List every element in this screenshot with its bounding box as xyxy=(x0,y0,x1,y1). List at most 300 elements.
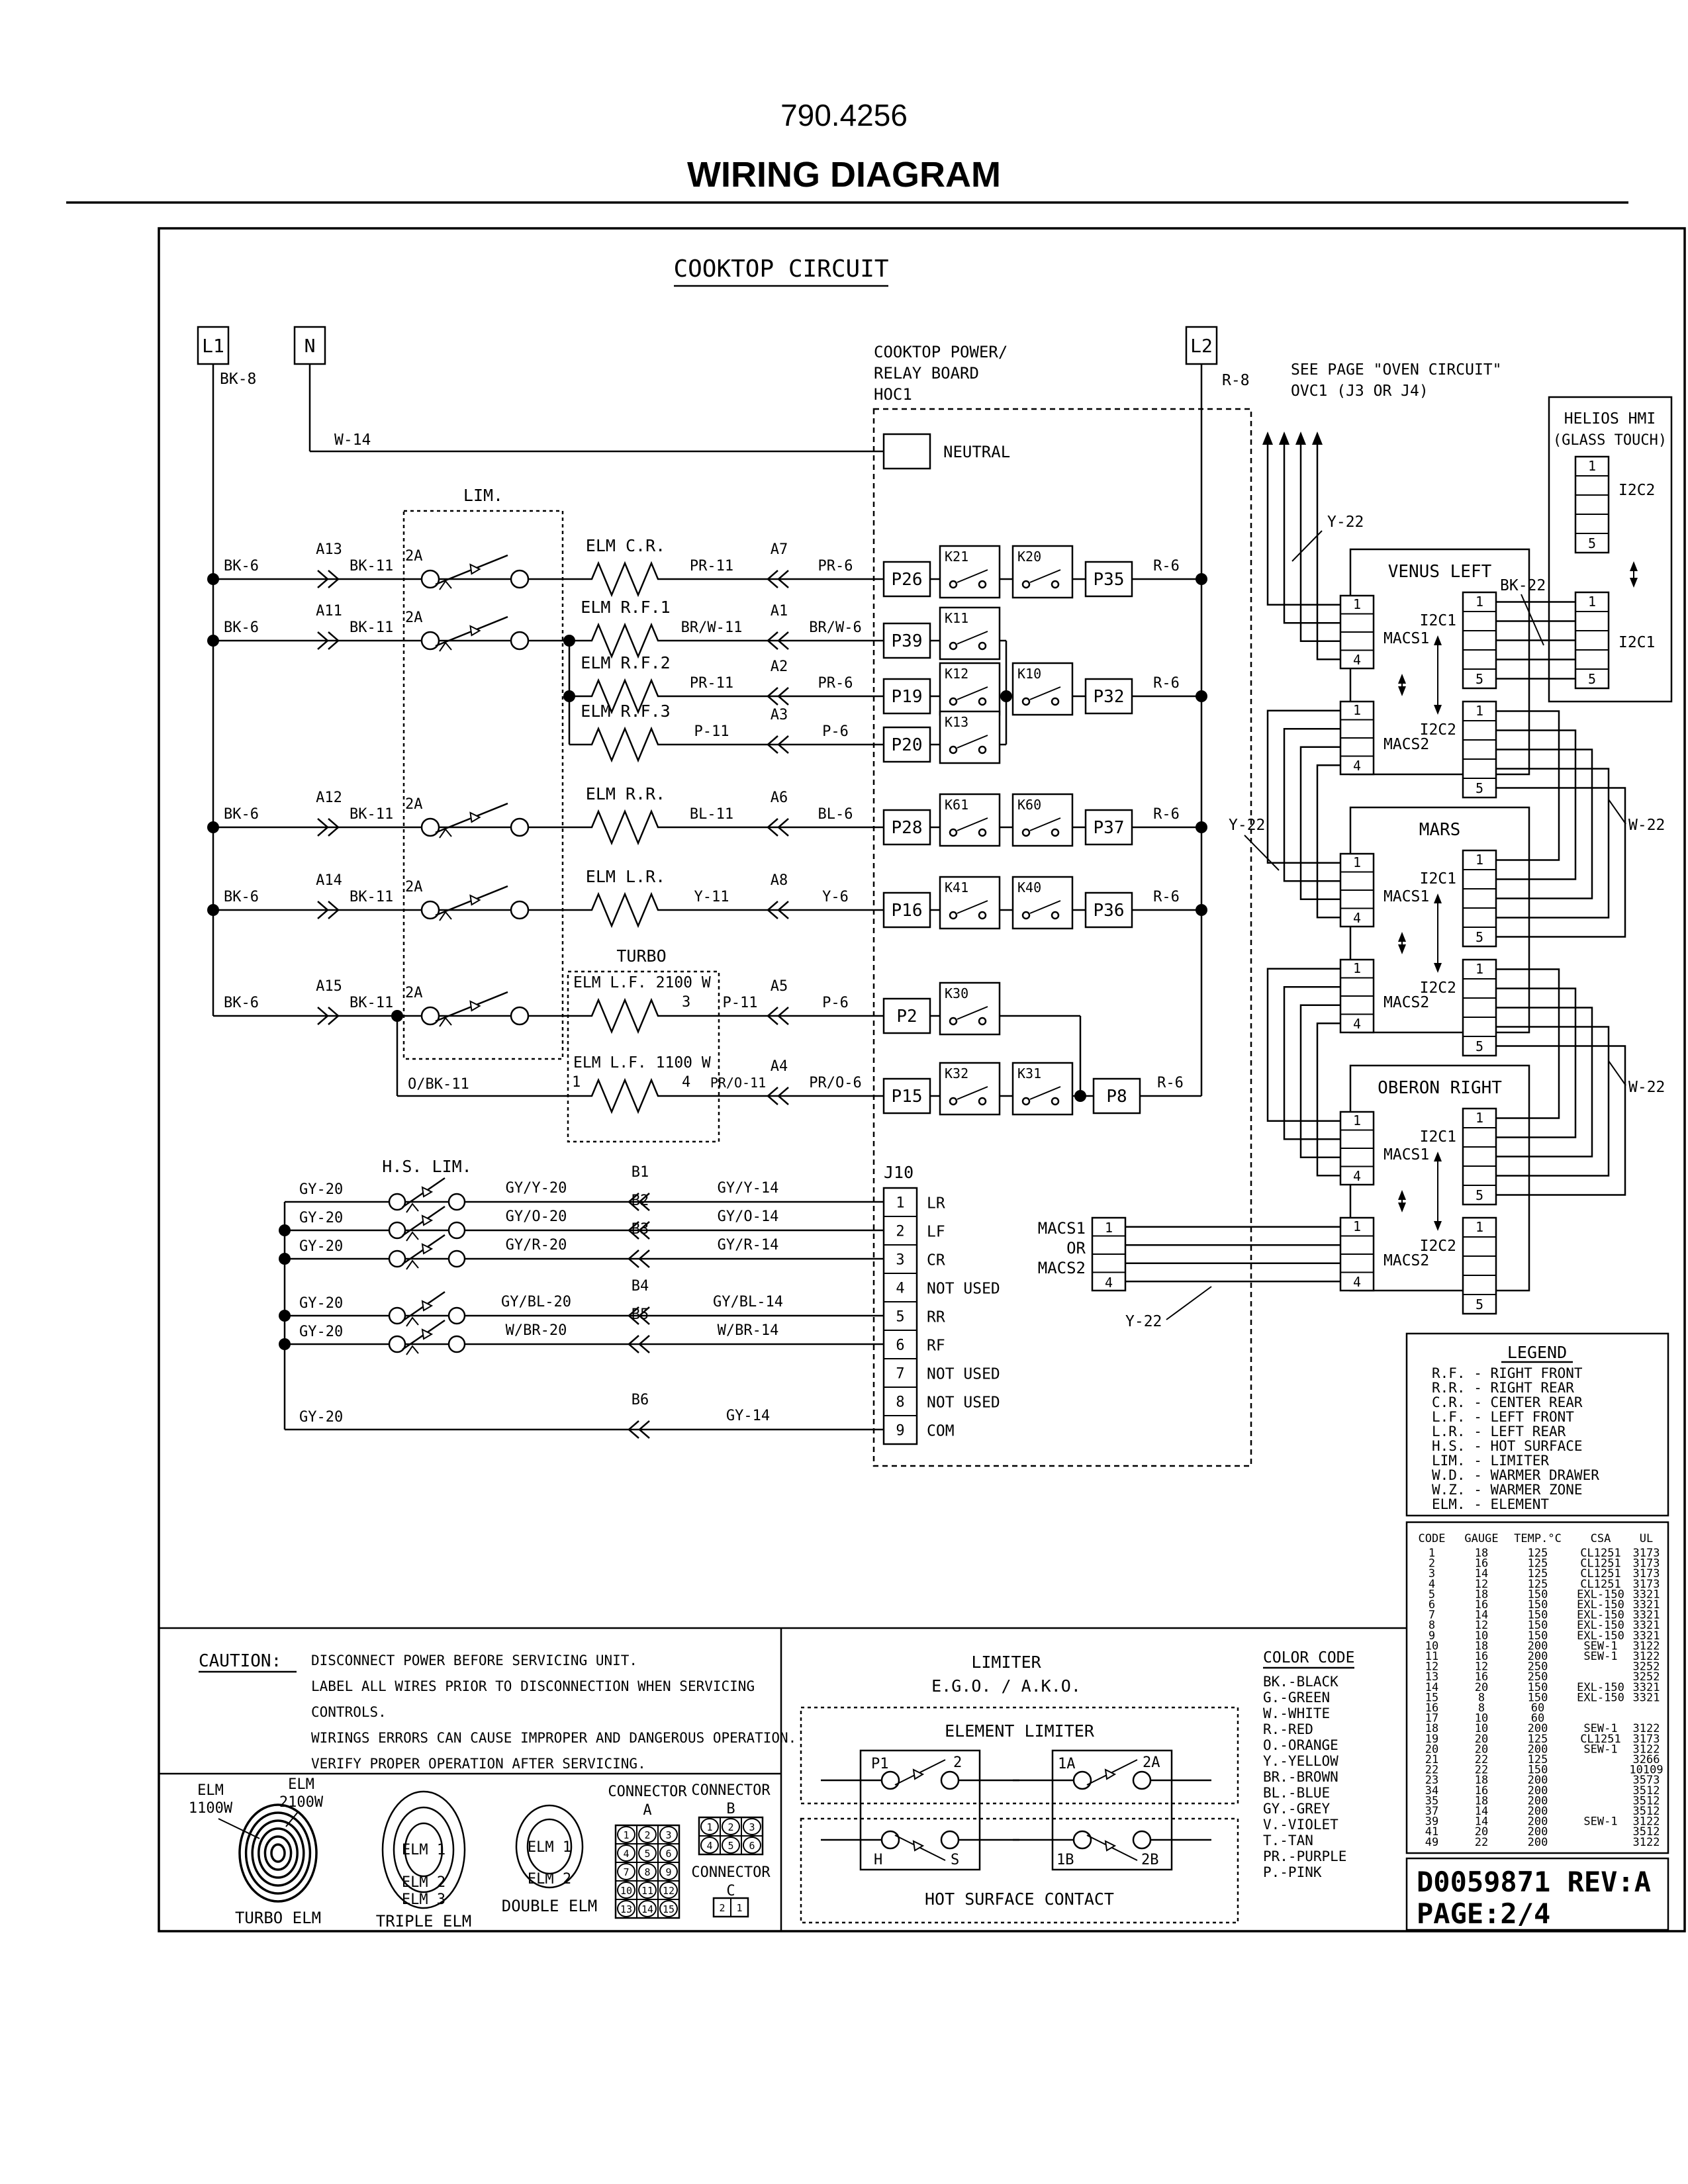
lbl-board_labels-pin5: 5 xyxy=(1475,671,1484,687)
lbl-j10_pins-2-fn: CR xyxy=(927,1251,945,1269)
lbl-wire_table-rows-24-0: 35 xyxy=(1425,1794,1439,1808)
lbl-wire_table-rows-12-2: 250 xyxy=(1527,1670,1548,1684)
lbl-board_labels-pin5: 5 xyxy=(1475,1187,1484,1203)
lbl-wire_table-rows-3-2: 125 xyxy=(1527,1577,1548,1591)
lbl-color_code-entries-7: BL.-BLUE xyxy=(1263,1785,1331,1801)
lbl-element_rows-1-end: BR/W-6 xyxy=(809,619,862,636)
lbl-elements_gallery-conn_a-pins-11: 12 xyxy=(662,1885,675,1897)
helios-i2c1-label: I2C1 xyxy=(1618,634,1656,651)
neutral-label: NEUTRAL xyxy=(943,443,1011,461)
lbl-hs_rows-2-mid: GY/R-20 xyxy=(505,1237,567,1253)
lbl-j10_pins-0-fn: LR xyxy=(927,1195,945,1212)
sw2-br: 2B xyxy=(1141,1852,1159,1868)
lbl-wire_table-rows-5-1: 16 xyxy=(1474,1598,1489,1612)
lbl-hs_rows-0-mid: GY/Y-20 xyxy=(505,1180,567,1197)
lbl-element_rows-4-out: R-6 xyxy=(1153,806,1180,823)
lbl-wire_table-rows-20-0: 21 xyxy=(1425,1753,1439,1766)
lbl-board_labels-pin1: 1 xyxy=(1352,1218,1362,1234)
lbl-board_labels-pin1: 1 xyxy=(1587,594,1597,610)
hot-surface-contact-label: HOT SURFACE CONTACT xyxy=(925,1889,1114,1909)
lbl-wire_table-rows-12-1: 16 xyxy=(1474,1670,1489,1684)
lbl-legend-entries-6: LIM. - LIMITER xyxy=(1432,1453,1550,1469)
lbl-wire_table-rows-15-1: 8 xyxy=(1477,1702,1485,1715)
lbl-elements_gallery-conn_a-pins-2: 3 xyxy=(665,1829,672,1841)
lbl-wire_table-rows-19-2: 200 xyxy=(1527,1743,1548,1756)
lbl-wire_table-rows-28-0: 49 xyxy=(1425,1835,1439,1849)
lbl-wire_table-rows-6-4: 3321 xyxy=(1632,1608,1660,1622)
lbl-j10_pins-1-fn: LF xyxy=(927,1223,945,1241)
lbl-color_code-entries-0: BK.-BLACK xyxy=(1263,1674,1338,1690)
lbl-wire_table-rows-15-2: 60 xyxy=(1530,1702,1545,1715)
lbl-j10_pins-6-n: 7 xyxy=(896,1365,905,1383)
caution-line-4: WIRINGS ERRORS CAN CAUSE IMPROPER AND DANGEROUS OPERATION. xyxy=(311,1730,797,1746)
sw2-tl: 1A xyxy=(1058,1756,1076,1772)
lbl-wire_table-rows-14-4: 3321 xyxy=(1632,1691,1660,1705)
lbl-wire_table-rows-17-1: 10 xyxy=(1474,1722,1489,1736)
color-code-title: COLOR CODE xyxy=(1263,1649,1355,1666)
lbl-hs_rows-2-pin: B3 xyxy=(631,1221,649,1238)
lbl-element_rows-0-pin: A7 xyxy=(770,541,788,558)
lbl-element_rows-6-elm: ELM L.F. 2100 W xyxy=(573,974,711,991)
lbl-element_rows-2-pin: A2 xyxy=(770,659,788,675)
wire-bk8: BK-8 xyxy=(220,371,257,388)
lbl-elements_gallery-conn_a-pins-3: 4 xyxy=(623,1848,630,1860)
triple-ring-1: ELM 1 xyxy=(401,1842,446,1858)
board-mars-title: MARS xyxy=(1419,820,1461,840)
lbl-element_rows-7-pin: A4 xyxy=(770,1058,788,1075)
lbl-legend-entries-1: R.R. - RIGHT REAR xyxy=(1432,1380,1574,1396)
double-ring-2: ELM 2 xyxy=(527,1871,572,1888)
caution-line-1: DISCONNECT POWER BEFORE SERVICING UNIT. xyxy=(311,1653,638,1668)
lbl-element_rows-7-elm: ELM L.F. 1100 W xyxy=(573,1054,711,1071)
lbl-element_rows-3-elm: ELM R.F.3 xyxy=(581,702,671,721)
lbl-color_code-entries-5: Y.-YELLOW xyxy=(1263,1753,1338,1769)
lbl-wire_table-headers-1: GAUGE xyxy=(1464,1532,1499,1545)
lbl-wire_table-rows-6-3: EXL-150 xyxy=(1577,1608,1624,1622)
lbl-legend-entries-4: L.R. - LEFT REAR xyxy=(1432,1424,1566,1439)
lbl-elements_gallery-conn_a-pins-5: 6 xyxy=(665,1848,672,1860)
lbl-wire_table-rows-22-1: 18 xyxy=(1474,1774,1489,1788)
lbl-wire_table-rows-2-1: 14 xyxy=(1474,1567,1489,1581)
lbl-wire_table-rows-4-1: 18 xyxy=(1474,1588,1489,1602)
lbl-wire_table-rows-14-2: 150 xyxy=(1527,1691,1548,1705)
lbl-elements_gallery-conn_c-pins-0: 2 xyxy=(719,1902,726,1914)
lbl-hs_rows-5-src: GY-20 xyxy=(299,1409,344,1426)
lbl-wire_table-rows-3-3: CL1251 xyxy=(1580,1577,1621,1591)
lbl-wire_table-rows-7-1: 12 xyxy=(1474,1619,1489,1633)
model-number: 790.4256 xyxy=(780,98,908,132)
lbl-board_labels-pin1: 1 xyxy=(1475,852,1484,868)
conn-a-title2: A xyxy=(643,1802,652,1819)
lbl-wire_table-rows-5-2: 150 xyxy=(1527,1598,1548,1612)
terminal-n: N xyxy=(304,335,316,357)
lbl-board_labels-macs2: MACS2 xyxy=(1383,736,1430,753)
lbl-element_rows-6-mid: P-11 xyxy=(722,995,758,1011)
lbl-element_rows-5-wire: BK-11 xyxy=(350,889,394,905)
lbl-board_labels-pin4: 4 xyxy=(1352,1016,1362,1032)
lbl-element_rows-2-elm: ELM R.F.2 xyxy=(581,653,671,672)
turbo-tag2a: ELM xyxy=(288,1776,314,1793)
triple-ring-3: ELM 3 xyxy=(401,1891,446,1908)
lbl-element_rows-4-src: BK-6 xyxy=(224,806,259,823)
lbl-j10_pins-7-n: 8 xyxy=(896,1394,905,1411)
lbl-wire_table-rows-6-1: 14 xyxy=(1474,1608,1489,1622)
lbl-wire_table-rows-3-4: 3173 xyxy=(1632,1577,1660,1591)
lbl-wire_table-headers-0: CODE xyxy=(1418,1532,1446,1545)
lbl-hs_rows-3-mid: GY/BL-20 xyxy=(501,1294,571,1310)
page-title: WIRING DIAGRAM xyxy=(687,155,1001,195)
lbl-board_labels-pin4: 4 xyxy=(1352,910,1362,926)
lbl-color_code-entries-1: G.-GREEN xyxy=(1263,1690,1331,1706)
lbl-color_code-entries-2: W.-WHITE xyxy=(1263,1706,1331,1721)
lbl-color_code-entries-8: GY.-GREY xyxy=(1263,1801,1331,1817)
lbl-element_rows-7-end: PR/O-6 xyxy=(809,1075,862,1091)
macs-or-line3: MACS2 xyxy=(1037,1259,1086,1277)
lbl-element_rows-7-k1: K32 xyxy=(945,1066,969,1081)
sw2-tr: 2A xyxy=(1143,1754,1160,1771)
lbl-element_rows-0-fuse: 2A xyxy=(405,548,423,565)
board-oberon-title: OBERON RIGHT xyxy=(1378,1078,1502,1098)
board-venus-title: VENUS LEFT xyxy=(1387,562,1492,582)
lbl-element_rows-7-p_out: P8 xyxy=(1106,1087,1127,1107)
turbo-label: TURBO xyxy=(616,946,667,966)
lbl-wire_table-rows-7-2: 150 xyxy=(1527,1619,1548,1633)
lbl-element_rows-3-k1: K13 xyxy=(945,714,969,730)
lbl-legend-entries-9: ELM. - ELEMENT xyxy=(1432,1496,1550,1512)
lim-label: LIM. xyxy=(463,486,504,505)
lbl-element_rows-5-out: R-6 xyxy=(1153,889,1180,905)
lbl-element_rows-1-pin: A1 xyxy=(770,603,788,619)
lbl-element_rows-5-apin: A14 xyxy=(316,872,342,889)
lbl-j10_pins-3-fn: NOT USED xyxy=(927,1280,1000,1298)
see-page-line1: SEE PAGE "OVEN CIRCUIT" xyxy=(1291,361,1502,379)
lbl-wire_table-headers-4: UL xyxy=(1639,1532,1654,1545)
lbl-hs_rows-0-end: GY/Y-14 xyxy=(717,1180,779,1197)
lbl-wire_table-rows-21-1: 22 xyxy=(1474,1763,1489,1777)
lbl-wire_table-rows-11-1: 12 xyxy=(1474,1660,1489,1674)
lbl-wire_table-rows-8-1: 10 xyxy=(1474,1629,1489,1643)
lbl-hs_rows-4-pin: B5 xyxy=(631,1306,649,1323)
lbl-element_rows-5-pin: A8 xyxy=(770,872,788,889)
lbl-board_labels-pin5: 5 xyxy=(1475,1297,1484,1312)
lbl-elements_gallery-conn_a-pins-14: 15 xyxy=(662,1903,675,1915)
lbl-wire_table-rows-6-0: 7 xyxy=(1428,1608,1436,1622)
lbl-color_code-entries-3: R.-RED xyxy=(1263,1721,1313,1737)
sw1-tr: 2 xyxy=(953,1754,962,1771)
lbl-color_code-entries-11: PR.-PURPLE xyxy=(1263,1848,1347,1864)
lbl-wire_table-rows-9-4: 3122 xyxy=(1632,1639,1660,1653)
lbl-board_labels-i2c2: I2C2 xyxy=(1419,1238,1456,1255)
lbl-board_labels-pin1: 1 xyxy=(1475,961,1484,977)
lbl-wire_table-rows-1-0: 2 xyxy=(1428,1557,1436,1570)
lbl-legend-entries-0: R.F. - RIGHT FRONT xyxy=(1432,1365,1583,1381)
lbl-element_rows-2-k2: K10 xyxy=(1017,666,1042,682)
double-ring-1: ELM 1 xyxy=(527,1839,572,1856)
triple-ring-2: ELM 2 xyxy=(401,1874,446,1891)
lbl-macs_connector-pin_top: 1 xyxy=(1104,1220,1113,1236)
lbl-element_rows-6-fuse: 2A xyxy=(405,985,423,1001)
relay-board-label-3: HOC1 xyxy=(874,385,912,404)
lbl-wire_table-rows-0-3: CL1251 xyxy=(1580,1547,1621,1560)
lbl-wire_table-rows-22-2: 200 xyxy=(1527,1774,1548,1788)
lbl-wire_table-rows-18-1: 20 xyxy=(1474,1732,1489,1746)
lbl-element_rows-5-k2: K40 xyxy=(1017,880,1042,895)
conn-c-title2: C xyxy=(726,1883,735,1899)
triple-elm-name: TRIPLE ELM xyxy=(375,1912,472,1931)
lbl-wire_table-rows-2-3: CL1251 xyxy=(1580,1567,1621,1581)
lbl-element_rows-3-pin: A3 xyxy=(770,707,788,723)
wire-w14: W-14 xyxy=(334,432,371,449)
lbl-element_rows-7-out: R-6 xyxy=(1157,1075,1184,1091)
lbl-wire_table-rows-24-2: 200 xyxy=(1527,1794,1548,1808)
lbl-board_labels-pin1: 1 xyxy=(1587,458,1597,474)
lbl-board_labels-pin5: 5 xyxy=(1587,671,1597,687)
wire-r8: R-8 xyxy=(1222,372,1250,389)
lbl-wire_table-rows-0-2: 125 xyxy=(1527,1547,1548,1560)
lbl-legend-entries-2: C.R. - CENTER REAR xyxy=(1432,1394,1583,1410)
lbl-element_rows-2-p_out: P32 xyxy=(1093,687,1125,707)
lbl-element_rows-6-p_in: P2 xyxy=(896,1007,917,1026)
lbl-wire_table-rows-25-0: 37 xyxy=(1425,1805,1439,1818)
lbl-macs_connector-pin_bottom: 4 xyxy=(1104,1275,1113,1291)
lbl-elements_gallery-conn_a-pins-0: 1 xyxy=(623,1829,630,1841)
lbl-elements_gallery-conn_a-pins-13: 14 xyxy=(641,1903,654,1915)
doc-number: D0059871 REV:A xyxy=(1417,1866,1652,1898)
lbl-element_rows-2-p_in: P19 xyxy=(891,687,923,707)
lbl-hs_rows-3-src: GY-20 xyxy=(299,1295,344,1312)
obk11-label: O/BK-11 xyxy=(408,1076,469,1093)
lbl-element_rows-5-k1: K41 xyxy=(945,880,969,895)
lbl-element_rows-4-pin: A6 xyxy=(770,790,788,806)
lbl-wire_table-rows-13-0: 14 xyxy=(1425,1680,1439,1694)
lbl-element_rows-6-end: P-6 xyxy=(822,995,849,1011)
diagram-title: COOKTOP CIRCUIT xyxy=(673,255,889,283)
relay-board-label-2: RELAY BOARD xyxy=(874,364,979,383)
lbl-hs_rows-1-end: GY/O-14 xyxy=(717,1208,779,1225)
lbl-j10_pins-8-fn: COM xyxy=(927,1422,955,1440)
sw1-br: S xyxy=(951,1852,960,1868)
lbl-color_code-entries-6: BR.-BROWN xyxy=(1263,1769,1338,1785)
lbl-element_rows-3-end: P-6 xyxy=(822,723,849,740)
lbl-color_code-entries-4: O.-ORANGE xyxy=(1263,1737,1338,1753)
lbl-wire_table-headers-3: CSA xyxy=(1590,1532,1611,1545)
lbl-board_labels-pin1: 1 xyxy=(1475,594,1484,610)
helios-title1: HELIOS HMI xyxy=(1564,410,1656,428)
lbl-wire_table-rows-12-4: 3252 xyxy=(1632,1670,1660,1684)
lbl-wire_table-rows-5-0: 6 xyxy=(1428,1598,1436,1612)
lbl-wire_table-rows-8-0: 9 xyxy=(1428,1629,1436,1643)
lbl-element_rows-0-apin: A13 xyxy=(316,541,342,558)
double-elm-name: DOUBLE ELM xyxy=(501,1897,598,1915)
lbl-wire_table-rows-6-2: 150 xyxy=(1527,1608,1548,1622)
frames xyxy=(66,203,1685,1931)
wire-tag-y22-1: Y-22 xyxy=(1327,514,1364,531)
lbl-j10_pins-1-n: 2 xyxy=(896,1223,905,1240)
lbl-element_rows-2-end: PR-6 xyxy=(818,675,853,692)
lbl-element_rows-7-elm_pin_l: 1 xyxy=(572,1074,581,1091)
lbl-element_rows-1-fuse: 2A xyxy=(405,610,423,626)
lbl-board_labels-pin5: 5 xyxy=(1475,780,1484,796)
lbl-element_rows-4-apin: A12 xyxy=(316,790,342,806)
lbl-j10_pins-5-fn: RF xyxy=(927,1337,945,1355)
lbl-board_labels-pin4: 4 xyxy=(1352,1168,1362,1184)
lbl-wire_table-rows-8-2: 150 xyxy=(1527,1629,1548,1643)
lbl-wire_table-rows-15-0: 16 xyxy=(1425,1702,1439,1715)
lbl-wire_table-rows-19-4: 3122 xyxy=(1632,1743,1660,1756)
lbl-wire_table-rows-23-1: 16 xyxy=(1474,1784,1489,1797)
lbl-j10_pins-2-n: 3 xyxy=(896,1251,905,1269)
lbl-board_labels-macs1: MACS1 xyxy=(1383,1146,1430,1163)
lbl-element_rows-1-p_in: P39 xyxy=(891,631,923,651)
lbl-wire_table-rows-28-1: 22 xyxy=(1474,1835,1489,1849)
lbl-element_rows-5-p_in: P16 xyxy=(891,901,923,921)
lbl-j10_pins-8-n: 9 xyxy=(896,1422,905,1439)
lbl-wire_table-rows-25-2: 200 xyxy=(1527,1805,1548,1818)
lbl-element_rows-0-k1: K21 xyxy=(945,549,969,565)
terminal-l1: L1 xyxy=(202,335,224,357)
lbl-board_labels-pin5: 5 xyxy=(1475,929,1484,945)
lbl-hs_rows-5-pin: B6 xyxy=(631,1392,649,1408)
caution-line-3: CONTROLS. xyxy=(311,1704,387,1720)
lbl-wire_table-rows-25-1: 14 xyxy=(1474,1805,1489,1818)
lbl-wire_table-rows-19-1: 20 xyxy=(1474,1743,1489,1756)
lbl-wire_table-rows-5-4: 3321 xyxy=(1632,1598,1660,1612)
lbl-hs_rows-3-end: GY/BL-14 xyxy=(713,1294,783,1310)
lbl-wire_table-rows-26-0: 39 xyxy=(1425,1815,1439,1829)
lbl-board_labels-pin1: 1 xyxy=(1352,854,1362,870)
lbl-element_rows-7-mid: PR/O-11 xyxy=(710,1075,767,1091)
lbl-element_rows-5-elm: ELM L.R. xyxy=(585,867,666,886)
lbl-wire_table-rows-19-3: SEW-1 xyxy=(1583,1743,1618,1756)
lbl-element_rows-6-apin: A15 xyxy=(316,978,342,995)
lbl-wire_table-rows-10-3: SEW-1 xyxy=(1583,1650,1618,1663)
lbl-wire_table-rows-21-4: 10109 xyxy=(1629,1763,1664,1777)
lbl-wire_table-rows-13-4: 3321 xyxy=(1632,1680,1660,1694)
lbl-element_rows-1-src: BK-6 xyxy=(224,619,259,636)
lbl-color_code-entries-9: V.-VIOLET xyxy=(1263,1817,1338,1833)
lbl-wire_table-rows-26-2: 200 xyxy=(1527,1815,1548,1829)
lbl-element_rows-2-k1: K12 xyxy=(945,666,969,682)
lbl-wire_table-rows-23-4: 3512 xyxy=(1632,1784,1660,1797)
lbl-element_rows-5-mid: Y-11 xyxy=(694,889,729,905)
lbl-wire_table-rows-7-4: 3321 xyxy=(1632,1619,1660,1633)
lbl-j10_pins-0-n: 1 xyxy=(896,1195,905,1212)
lbl-wire_table-rows-7-0: 8 xyxy=(1428,1619,1436,1633)
sw1-tl: P1 xyxy=(871,1756,889,1772)
lbl-wire_table-rows-22-0: 23 xyxy=(1425,1774,1439,1788)
lbl-color_code-entries-12: P.-PINK xyxy=(1263,1864,1322,1880)
lbl-wire_table-rows-9-2: 200 xyxy=(1527,1639,1548,1653)
lbl-hs_rows-1-pin: B2 xyxy=(631,1193,649,1209)
turbo-tag2b: 2100W xyxy=(279,1794,324,1811)
turbo-tag1a: ELM xyxy=(197,1782,224,1799)
lbl-wire_table-rows-20-4: 3266 xyxy=(1632,1753,1660,1766)
lbl-board_labels-macs1: MACS1 xyxy=(1383,630,1430,647)
lbl-board_labels-pin4: 4 xyxy=(1352,758,1362,774)
turbo-elm-name: TURBO ELM xyxy=(234,1909,322,1927)
lbl-wire_table-rows-28-4: 3122 xyxy=(1632,1835,1660,1849)
lbl-wire_table-rows-25-4: 3512 xyxy=(1632,1805,1660,1818)
lbl-wire_table-rows-14-3: EXL-150 xyxy=(1577,1691,1624,1705)
lbl-hs_rows-1-mid: GY/O-20 xyxy=(505,1208,567,1225)
lbl-board_labels-pin1: 1 xyxy=(1352,1113,1362,1128)
lbl-elements_gallery-conn_b-pins-5: 6 xyxy=(749,1840,755,1852)
lbl-wire_table-rows-28-2: 200 xyxy=(1527,1835,1548,1849)
caution-label: CAUTION: xyxy=(199,1651,282,1671)
lbl-wire_table-rows-2-2: 125 xyxy=(1527,1567,1548,1581)
lbl-wire_table-rows-20-1: 22 xyxy=(1474,1753,1489,1766)
lbl-element_rows-4-k2: K60 xyxy=(1017,797,1042,813)
lbl-board_labels-pin1: 1 xyxy=(1475,1219,1484,1235)
wire-tag-y22-2: Y-22 xyxy=(1229,817,1266,834)
caution-line-5: VERIFY PROPER OPERATION AFTER SERVICING. xyxy=(311,1756,646,1772)
lbl-wire_table-rows-4-2: 150 xyxy=(1527,1588,1548,1602)
lbl-wire_table-rows-26-4: 3122 xyxy=(1632,1815,1660,1829)
lbl-element_rows-6-k1: K30 xyxy=(945,985,969,1001)
lbl-element_rows-1-elm: ELM R.F.1 xyxy=(581,598,671,617)
lbl-wire_table-rows-4-4: 3321 xyxy=(1632,1588,1660,1602)
lbl-color_code-entries-10: T.-TAN xyxy=(1263,1833,1313,1848)
lbl-elements_gallery-conn_b-pins-0: 1 xyxy=(706,1821,713,1833)
lbl-board_labels-pin1: 1 xyxy=(1352,960,1362,976)
lbl-wire_table-rows-26-1: 14 xyxy=(1474,1815,1489,1829)
lbl-element_rows-5-fuse: 2A xyxy=(405,879,423,895)
lbl-wire_table-rows-24-4: 3512 xyxy=(1632,1794,1660,1808)
lbl-j10_pins-7-fn: NOT USED xyxy=(927,1394,1000,1412)
lbl-wire_table-rows-21-2: 150 xyxy=(1527,1763,1548,1777)
macs-or-line2: OR xyxy=(1066,1239,1086,1257)
lbl-wire_table-rows-18-0: 19 xyxy=(1425,1732,1439,1746)
lbl-element_rows-0-mid: PR-11 xyxy=(689,558,734,574)
lbl-wire_table-rows-27-2: 200 xyxy=(1527,1825,1548,1839)
conn-b-title2: B xyxy=(726,1801,735,1817)
lbl-wire_table-rows-4-3: EXL-150 xyxy=(1577,1588,1624,1602)
lbl-element_rows-1-wire: BK-11 xyxy=(350,619,394,636)
lbl-legend-entries-3: L.F. - LEFT FRONT xyxy=(1432,1409,1574,1425)
lbl-wire_table-rows-2-0: 3 xyxy=(1428,1567,1436,1581)
macs-or-line1: MACS1 xyxy=(1037,1219,1086,1238)
lbl-element_rows-1-apin: A11 xyxy=(316,603,342,619)
lbl-wire_table-rows-11-2: 250 xyxy=(1527,1660,1548,1674)
lbl-board_labels-macs1: MACS1 xyxy=(1383,888,1430,905)
sw2-bl: 1B xyxy=(1056,1852,1074,1868)
lbl-wire_table-rows-10-4: 3122 xyxy=(1632,1650,1660,1663)
lbl-hs_rows-0-src: GY-20 xyxy=(299,1181,344,1198)
lbl-wire_table-rows-17-2: 200 xyxy=(1527,1722,1548,1736)
lbl-elements_gallery-conn_a-pins-8: 9 xyxy=(665,1866,672,1878)
lbl-wire_table-rows-17-3: SEW-1 xyxy=(1583,1722,1618,1736)
lbl-element_rows-0-p_in: P26 xyxy=(891,570,923,590)
lbl-wire_table-rows-1-2: 125 xyxy=(1527,1557,1548,1570)
helios-i2c2-label: I2C2 xyxy=(1618,482,1656,499)
lbl-legend-entries-7: W.D. - WARMER DRAWER xyxy=(1432,1467,1599,1483)
lbl-wire_table-rows-22-4: 3573 xyxy=(1632,1774,1660,1788)
lbl-element_rows-0-p_out: P35 xyxy=(1093,570,1125,590)
lbl-wire_table-rows-11-4: 3252 xyxy=(1632,1660,1660,1674)
lbl-element_rows-7-p_in: P15 xyxy=(891,1087,923,1107)
lbl-j10_pins-5-n: 6 xyxy=(896,1337,905,1354)
lbl-element_rows-1-mid: BR/W-11 xyxy=(680,619,743,636)
element-limiter-label: ELEMENT LIMITER xyxy=(945,1721,1094,1741)
lbl-board_labels-i2c2: I2C2 xyxy=(1419,721,1456,739)
lbl-element_rows-4-end: BL-6 xyxy=(818,806,853,823)
lbl-board_labels-pin4: 4 xyxy=(1352,652,1362,668)
lbl-wire_table-rows-14-0: 15 xyxy=(1425,1691,1439,1705)
lbl-legend-entries-5: H.S. - HOT SURFACE xyxy=(1432,1438,1583,1454)
lbl-board_labels-pin5: 5 xyxy=(1475,1038,1484,1054)
lbl-wire_table-rows-24-1: 18 xyxy=(1474,1794,1489,1808)
hs-lim-label: H.S. LIM. xyxy=(382,1157,472,1176)
